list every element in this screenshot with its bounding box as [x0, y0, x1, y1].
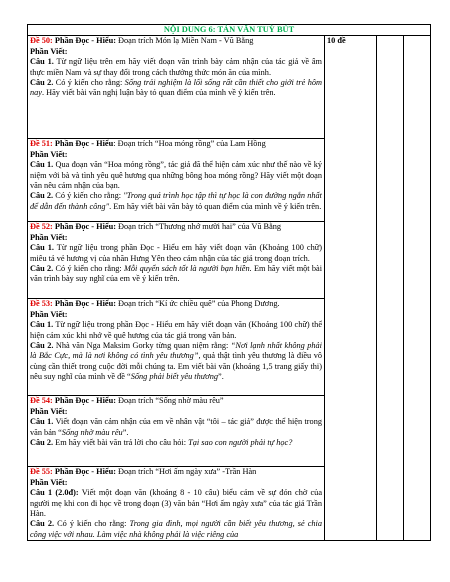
table-row	[28, 36, 431, 139]
exam-cell: Đề 50: Phần Đọc - Hiểu: Đoạn trích Món lạ Miền Nam - Vũ Bằng Phần Viết: Câu 1. Từ ngữ liệu trên em hãy viết đoạn văn trình bày cảm nhận của tác giả về âm thực miền Nam và sự thay đổi trong cách thưởng thức món ăn của mình. Câu 2. Có ý kiến cho rằng: Sống trải nghiệm là lối sống rất cần thiết cho giới trẻ hôm nay. Hãy viết bài văn nghị luận bày tỏ quan điểm của mình về ý kiến trên.	[28, 36, 325, 139]
exam-cell: Đề 52: Phần Đọc - Hiểu: Đoạn trích “Thương nhớ mười hai” của Vũ Bằng Phần Viết: Câu 1. Từ ngữ liệu trong phần Đọc - Hiểu em hãy viết đoạn văn (Khoảng 100 chữ) miêu tả vẻ hương vị của nhãn Hưng Yên theo cảm nhận của tác giả trong đoạn trích. Câu 2. Có ý kiến cho rằng: Mỗi quyển sách tốt là người bạn hiền. Em hãy viết một bài văn trình bày suy nghĩ của em về ý kiến trên.	[28, 222, 325, 299]
count-cell: 10 đề	[325, 36, 377, 541]
empty-cell	[404, 36, 431, 541]
section-header: NỘI DUNG 6: TẢN VĂN TUỲ BÚT	[28, 25, 431, 36]
exam-cell: Đề 55: Phần Đọc - Hiểu: Đoạn trích “Hơi ấm ngày xưa” -Trần Hàn Phần Viết: Câu 1 (2.0đ): Viết một đoạn văn (khoảng 8 - 10 câu) biểu cảm về sự đón chờ của người mẹ khi con đi học về trong đoạn (3) văn bản “Hơi ấm ngày xưa” của tác giả Trần Hàn. Câu 2. Có ý kiến cho rằng: Trong gia đình, mọi người cần biết yêu thương, sẻ chia công việc với nhau. Làm việc nhà không phải là việc riêng của	[28, 467, 325, 541]
content-table	[27, 24, 431, 541]
exam-cell: Đề 53: Phần Đọc - Hiểu: Đoạn trích “Kí ức chiều quê” của Phong Dương. Phần Viết: Câu 1. Từ ngữ liệu trong phần Đọc - Hiểu em hãy viết đoạn văn (Khoảng 100 chữ) thể hiện cảm xúc khi nhớ về quê hương của tác giả trong văn bản. Câu 2. Nhà văn Nga Maksim Gorky từng quan niệm rằng: “Nơi lạnh nhất không phải là Bắc Cực, mà là nơi không có tình yêu thương”, quả thật tình yêu thương là điều vô cùng cần thiết trong cuộc đời mỗi chúng ta. Em viết bài văn (khoảng 1,5 trang giấy thi) nêu suy nghĩ của mình về đề “Sống phải biết yêu thương”.	[28, 299, 325, 396]
exam-cell: Đề 51: Phần Đọc - Hiểu: Đoạn trích “Hoa móng rồng” của Lam Hồng Phần Viết: Câu 1. Qua đoạn văn “Hoa móng rồng”, tác giả đã thể hiện cảm xúc như thế nào về ký niệm với bà và tình yêu quê hương qua những bông hoa móng rồng? Hãy viết một đoạn văn nêu cảm nhận của bạn. Câu 2. Có ý kiến cho rằng: "Trong quá trình học tập thì tự học là con đường ngắn nhất để dẫn đến thành công". Em hãy viết bài văn bày tỏ quan điểm của mình về ý kiến trên.	[28, 139, 325, 222]
exam-cell: Đề 54: Phần Đọc - Hiểu: Đoạn trích “Sống nhờ màu rêu” Phần Viết: Câu 1. Viết đoạn văn cảm nhận của em về nhân vật “tôi – tác giả” được thể hiện trong văn bản “Sống nhờ màu rêu”. Câu 2. Em hãy viết bài văn trả lời cho câu hỏi: Tại sao con người phải tự học?	[28, 396, 325, 467]
empty-cell	[377, 36, 404, 541]
table-header-row	[28, 25, 431, 36]
